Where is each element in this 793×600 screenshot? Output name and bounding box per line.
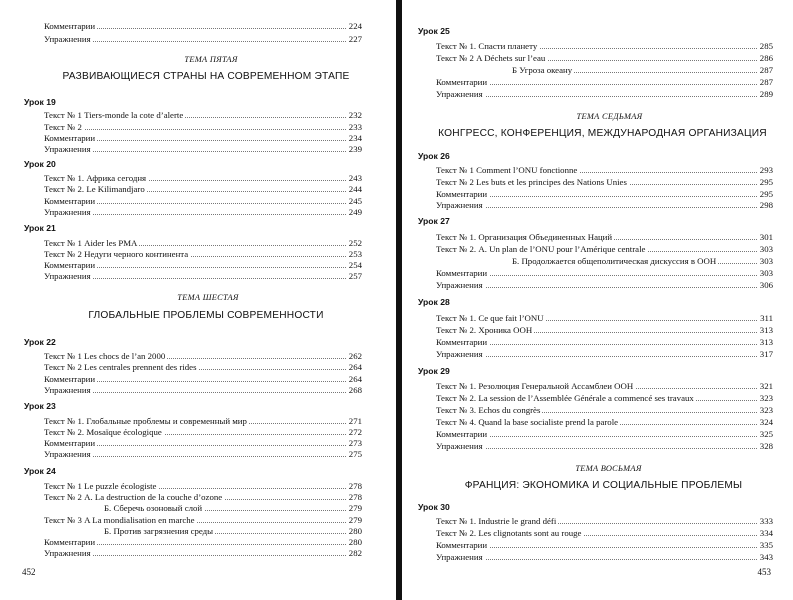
- toc-entry: [436, 176, 773, 188]
- lesson-heading: Урок 20: [24, 159, 56, 169]
- toc-entry: [436, 76, 773, 88]
- entry-label: Текст № 4. Quand la base socialiste prend la parole: [436, 417, 619, 427]
- dot-leader: [440, 448, 765, 449]
- entry-page: 328: [757, 440, 773, 452]
- lesson-heading: Урок 29: [418, 366, 450, 376]
- lesson-heading: Урок 22: [24, 337, 56, 347]
- entry-label: Текст № 1 Tiers-monde la cote d’alerte: [44, 110, 184, 120]
- entry-label: Упражнения: [436, 280, 483, 290]
- entry-page: 295: [757, 176, 773, 188]
- entry-label: Упражнения: [436, 349, 483, 359]
- entry-label: Упражнения: [44, 144, 91, 154]
- toc-entry: [436, 52, 773, 64]
- entry-label: Текст № 1. Африка сегодня: [44, 173, 147, 183]
- entry-label: Упражнения: [436, 89, 483, 99]
- entry-label: Текст № 3 A La mondialisation en marche: [44, 515, 195, 525]
- lesson-heading: Урок 23: [24, 401, 56, 411]
- entry-label: Упражнения: [436, 552, 483, 562]
- entry-label: Текст № 1 Comment l’ONU fonctionne: [436, 165, 578, 175]
- entry-label: Упражнения: [44, 449, 91, 459]
- entry-label: Б. Против загрязнения среды: [104, 526, 214, 536]
- entry-label: Текст № 2 Недуги черного континента: [44, 249, 189, 259]
- toc-entry: [436, 336, 773, 348]
- toc-entry: [44, 109, 362, 121]
- dot-leader: [48, 129, 354, 130]
- theme-heading: ТЕМА ПЯТАЯ: [184, 55, 238, 64]
- entry-label: Комментарии: [436, 77, 488, 87]
- entry-page: 262: [346, 350, 362, 362]
- dot-leader: [440, 96, 765, 97]
- entry-page: 313: [757, 336, 773, 348]
- entry-label: Текст № 2 Les buts et les principes des Nations Unies: [436, 177, 627, 187]
- entry-page: 264: [346, 373, 362, 385]
- toc-entry: [44, 206, 362, 218]
- lesson-heading: Урок 30: [418, 502, 450, 512]
- toc-entry: [44, 183, 362, 195]
- lesson-heading: Урок 25: [418, 26, 450, 36]
- toc-entry: [436, 312, 773, 324]
- entry-label: Текст № 2 A Déchets sur l’eau: [436, 53, 546, 63]
- toc-entry: [44, 270, 362, 282]
- toc-entry: [44, 361, 362, 373]
- toc-entry: [436, 40, 773, 52]
- entry-label: Комментарии: [436, 268, 488, 278]
- entry-label: Текст № 2. La session de l’Assemblée Générale a commencé ses travaux: [436, 393, 694, 403]
- entry-label: Текст № 1 Les chocs de l’an 2000: [44, 351, 166, 361]
- toc-entry: [436, 231, 773, 243]
- entry-page: 286: [757, 52, 773, 64]
- entry-page: 324: [757, 416, 773, 428]
- toc-entry: [436, 551, 773, 563]
- entry-page: 280: [346, 536, 362, 548]
- entry-page: 239: [346, 143, 362, 155]
- entry-page: 264: [346, 361, 362, 373]
- toc-entry: [436, 243, 773, 255]
- theme-title: ГЛОБАЛЬНЫЕ ПРОБЛЕМЫ СОВРЕМЕННОСТИ: [88, 310, 324, 321]
- entry-page: 245: [346, 195, 362, 207]
- entry-page: 243: [346, 172, 362, 184]
- entry-page: 279: [346, 514, 362, 526]
- toc-entry: [436, 416, 773, 428]
- toc-entry: [104, 502, 362, 514]
- toc-entry: [436, 199, 773, 211]
- entry-page: 317: [757, 348, 773, 360]
- entry-page: 254: [346, 259, 362, 271]
- entry-page: 289: [757, 88, 773, 100]
- entry-page: 227: [346, 33, 362, 45]
- entry-label: Комментарии: [44, 374, 96, 384]
- entry-label: Текст № 2: [44, 122, 82, 132]
- entry-label: Упражнения: [44, 271, 91, 281]
- entry-page: 279: [346, 502, 362, 514]
- toc-entry: [512, 64, 773, 76]
- entry-page: 306: [757, 279, 773, 291]
- entry-page: 287: [757, 64, 773, 76]
- dot-leader: [48, 41, 354, 42]
- toc-entry: [44, 33, 362, 45]
- toc-entry: [436, 428, 773, 440]
- lesson-heading: Урок 26: [418, 151, 450, 161]
- entry-label: Текст № 3. Echos du congrès: [436, 405, 541, 415]
- toc-entry: [436, 348, 773, 360]
- entry-page: 311: [757, 312, 773, 324]
- entry-page: 272: [346, 426, 362, 438]
- entry-label: Текст № 1. Резолюция Генеральной Ассамблеи ООН: [436, 381, 634, 391]
- entry-label: Текст № 2 A. La destruction de la couche d’ozone: [44, 492, 223, 502]
- toc-entry: [436, 440, 773, 452]
- entry-label: Текст № 2. Хроника ООН: [436, 325, 533, 335]
- entry-page: 273: [346, 437, 362, 449]
- dot-leader: [48, 392, 354, 393]
- entry-page: 301: [757, 231, 773, 243]
- entry-label: Текст № 1. Спасти планету: [436, 41, 538, 51]
- toc-entry: [436, 88, 773, 100]
- toc-entry: [44, 143, 362, 155]
- toc-entry: [44, 547, 362, 559]
- entry-page: 333: [757, 515, 773, 527]
- toc-entry: [436, 527, 773, 539]
- toc-entry: [44, 384, 362, 396]
- toc-entry: [436, 380, 773, 392]
- entry-label: Текст № 2. Mosaïque écologique: [44, 427, 162, 437]
- dot-leader: [440, 207, 765, 208]
- entry-label: Текст № 1 Aider les PMA: [44, 238, 138, 248]
- left-page: [0, 0, 392, 600]
- toc-entry: [44, 448, 362, 460]
- toc-entry: [436, 539, 773, 551]
- entry-page: 303: [757, 255, 773, 267]
- toc-entry: [436, 164, 773, 176]
- entry-label: Комментарии: [44, 438, 96, 448]
- entry-page: 233: [346, 121, 362, 133]
- entry-page: 280: [346, 525, 362, 537]
- entry-label: Текст № 1. Industrie le grand défi: [436, 516, 557, 526]
- lesson-heading: Урок 21: [24, 223, 56, 233]
- entry-page: 335: [757, 539, 773, 551]
- book-gutter: [396, 0, 402, 600]
- entry-page: 278: [346, 491, 362, 503]
- entry-page: 293: [757, 164, 773, 176]
- entry-label: Упражнения: [44, 34, 91, 44]
- entry-page: 313: [757, 324, 773, 336]
- entry-page: 343: [757, 551, 773, 563]
- entry-page: 249: [346, 206, 362, 218]
- entry-page: 334: [757, 527, 773, 539]
- theme-heading: ТЕМА ВОСЬМАЯ: [575, 464, 642, 473]
- theme-title: КОНГРЕСС, КОНФЕРЕНЦИЯ, МЕЖДУНАРОДНАЯ ОРГАНИЗАЦИЯ: [438, 128, 767, 139]
- entry-label: Комментарии: [44, 537, 96, 547]
- entry-page: 287: [757, 76, 773, 88]
- entry-label: Б Угроза океану: [512, 65, 573, 75]
- dot-leader: [48, 151, 354, 152]
- entry-page: 303: [757, 267, 773, 279]
- entry-page: 285: [757, 40, 773, 52]
- entry-label: Комментарии: [44, 196, 96, 206]
- entry-label: Текст № 2 Les centrales prennent des rides: [44, 362, 197, 372]
- dot-leader: [48, 555, 354, 556]
- entry-page: 278: [346, 480, 362, 492]
- entry-page: 244: [346, 183, 362, 195]
- entry-page: 253: [346, 248, 362, 260]
- entry-label: Упражнения: [44, 207, 91, 217]
- entry-label: Текст № 1. Глобальные проблемы и современный мир: [44, 416, 247, 426]
- entry-page: 298: [757, 199, 773, 211]
- entry-page: 268: [346, 384, 362, 396]
- right-page: [406, 0, 793, 600]
- entry-page: 295: [757, 188, 773, 200]
- dot-leader: [48, 278, 354, 279]
- entry-label: Упражнения: [44, 548, 91, 558]
- entry-label: Комментарии: [44, 260, 96, 270]
- page-number: 452: [22, 567, 36, 577]
- entry-label: Комментарии: [44, 133, 96, 143]
- entry-page: 282: [346, 547, 362, 559]
- entry-page: 303: [757, 243, 773, 255]
- dot-leader: [48, 214, 354, 215]
- entry-label: Текст № 1. Ce que fait l’ONU: [436, 313, 544, 323]
- entry-page: 321: [757, 380, 773, 392]
- entry-label: Комментарии: [436, 540, 488, 550]
- entry-page: 323: [757, 392, 773, 404]
- theme-heading: ТЕМА СЕДЬМАЯ: [576, 112, 643, 121]
- toc-entry: [436, 404, 773, 416]
- lesson-heading: Урок 28: [418, 297, 450, 307]
- entry-page: 323: [757, 404, 773, 416]
- entry-label: Текст № 2. Les clignotants sont au rouge: [436, 528, 582, 538]
- toc-entry: [436, 279, 773, 291]
- entry-page: 224: [346, 20, 362, 32]
- page-number: 453: [757, 567, 771, 577]
- toc-entry: [436, 392, 773, 404]
- entry-label: Комментарии: [436, 429, 488, 439]
- entry-label: Упражнения: [44, 385, 91, 395]
- theme-title: РАЗВИВАЮЩИЕСЯ СТРАНЫ НА СОВРЕМЕННОМ ЭТАПЕ: [62, 71, 350, 82]
- dot-leader: [440, 287, 765, 288]
- entry-label: Упражнения: [436, 200, 483, 210]
- toc-entry: [512, 255, 773, 267]
- lesson-heading: Урок 24: [24, 466, 56, 476]
- entry-label: Б. Сберечь озоновый слой: [104, 503, 203, 513]
- entry-label: Текст № 2. A. Un plan de l’ONU pour l’Amérique centrale: [436, 244, 646, 254]
- theme-heading: ТЕМА ШЕСТАЯ: [177, 293, 239, 302]
- dot-leader: [440, 559, 765, 560]
- entry-label: Комментарии: [436, 189, 488, 199]
- entry-label: Упражнения: [436, 441, 483, 451]
- entry-page: 325: [757, 428, 773, 440]
- entry-label: Текст № 2. Le Kilimandjaro: [44, 184, 145, 194]
- entry-page: 234: [346, 132, 362, 144]
- lesson-heading: Урок 27: [418, 216, 450, 226]
- toc-entry: [436, 515, 773, 527]
- dot-leader: [440, 356, 765, 357]
- entry-page: 271: [346, 415, 362, 427]
- entry-page: 232: [346, 109, 362, 121]
- entry-label: Комментарии: [436, 337, 488, 347]
- entry-label: Текст № 1 Le puzzle écologiste: [44, 481, 157, 491]
- dot-leader: [48, 456, 354, 457]
- entry-label: Б. Продолжается общеполитическая дискуссия в ООН: [512, 256, 717, 266]
- entry-page: 257: [346, 270, 362, 282]
- entry-label: Комментарии: [44, 21, 96, 31]
- entry-label: Текст № 1. Организация Объединенных Наций: [436, 232, 613, 242]
- entry-page: 275: [346, 448, 362, 460]
- toc-entry: [44, 20, 362, 32]
- lesson-heading: Урок 19: [24, 97, 56, 107]
- theme-title: ФРАНЦИЯ: ЭКОНОМИКА И СОЦИАЛЬНЫЕ ПРОБЛЕМЫ: [464, 480, 743, 491]
- toc-entry: [436, 267, 773, 279]
- toc-entry: [436, 324, 773, 336]
- entry-page: 252: [346, 237, 362, 249]
